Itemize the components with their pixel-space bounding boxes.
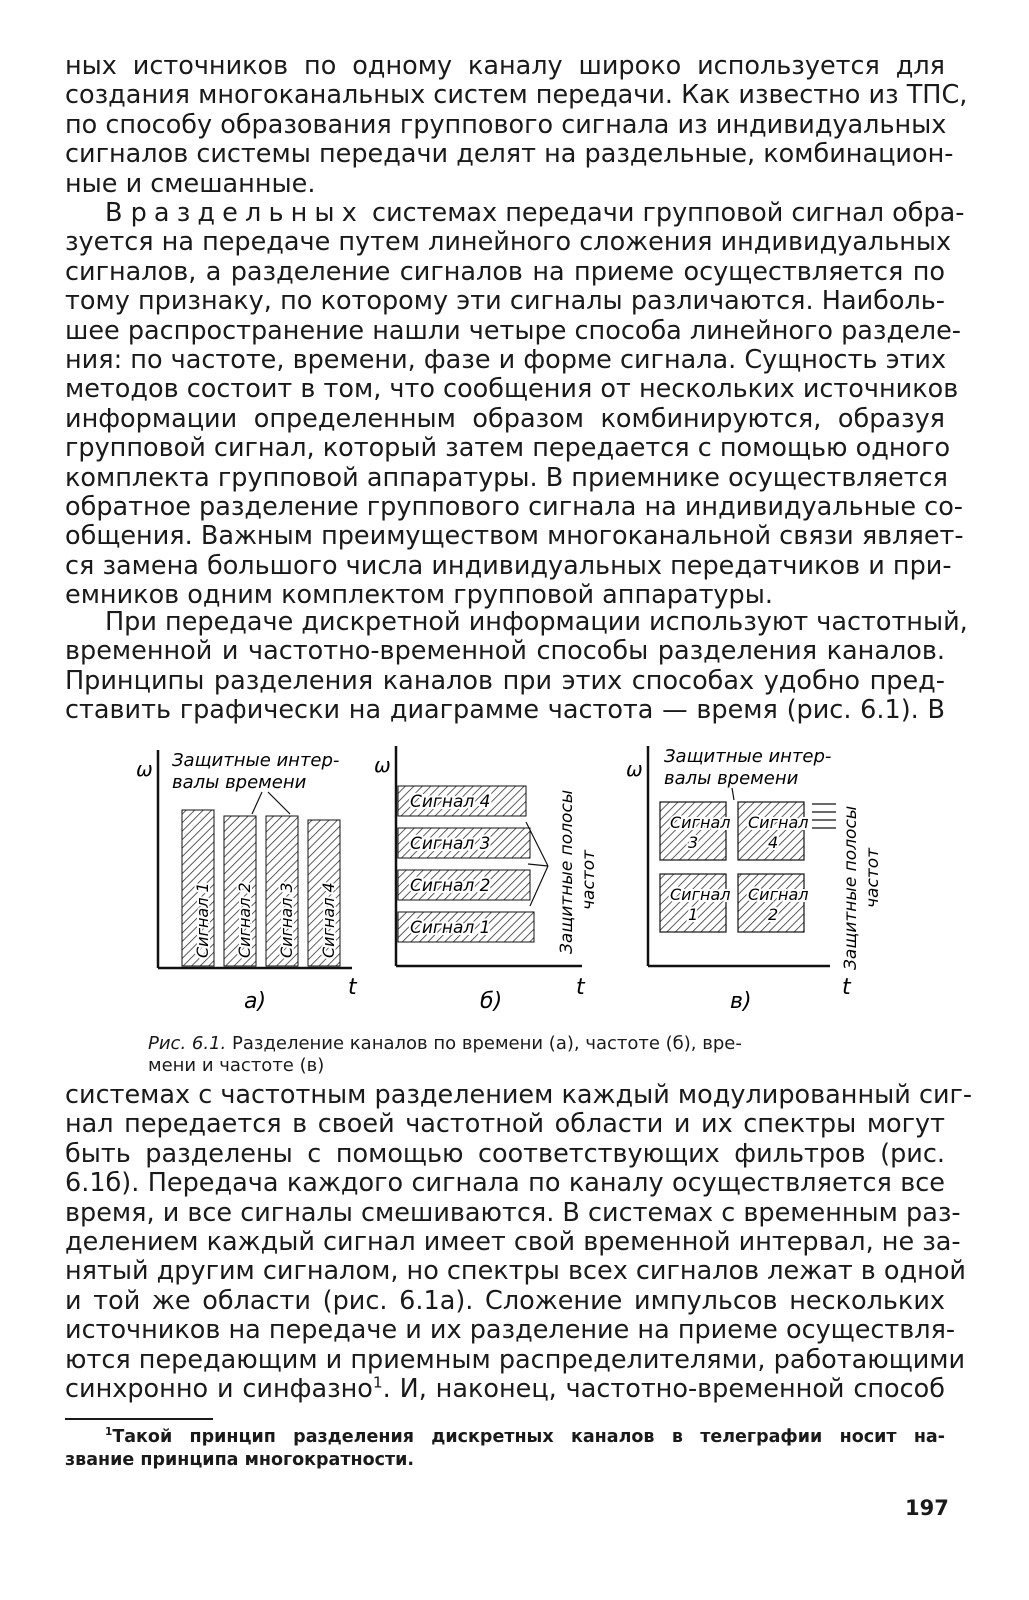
footnote [65,1426,945,1472]
text-line: 6.1б). Передача каждого сигнала по каналу осуществляется все [65,1168,945,1199]
paragraph-1 [65,51,968,199]
annotation-line: валы времени [664,768,799,789]
footnote-line [65,1426,945,1449]
text-line: ных источников по одному каналу широко используется для [65,51,945,81]
annotation-line: валы времени [172,772,307,793]
caption-text: Разделение каналов по времени (а), частоте (б), вре- [231,1033,742,1054]
signal-label: Сигнал 2 [410,876,491,896]
panel-label: в) [730,989,752,1014]
footnote-marker: 1 [105,1426,113,1439]
text-line: информации определенным образом комбинируются, образуя [65,403,945,434]
footnote-reference[interactable]: 1 [372,1373,383,1392]
paragraph-3 [65,607,968,726]
text-line: емников одним комплектом групповой аппаратуры. [65,580,773,611]
text-line: источников на передаче и их разделение на приеме осуществля- [65,1315,956,1346]
panel-a [136,750,358,1014]
signal-label: Сигнал 1 [193,882,212,958]
signal-label: Сигнал 3 [410,834,491,854]
text-line: ния: по частоте, времени, фазе и форме сигнала. Сущность этих [65,344,947,375]
text-line: ставить графически на диаграмме частота — время (рис. 6.1). В [65,695,945,726]
omega-axis-label: ω [626,757,643,781]
text-line: делением каждый сигнал имеет свой временной интервал, не за- [65,1226,961,1257]
text-line: ются передающим и приемным распределителями, работающими [65,1344,966,1375]
text-line: сигналов, а разделение сигналов на приеме осуществляется по [65,256,945,287]
cell-number: 4 [768,833,779,852]
text-fragment: В [105,198,123,228]
annotation-line: Защитные интер- [172,750,340,771]
caption-line [148,1033,888,1055]
cell-label: Сигнал [748,885,809,904]
text-line: по способу образования группового сигнала из индивидуальных [65,109,947,140]
annotation-pointer [528,864,548,866]
signal-label: Сигнал 1 [410,918,491,938]
omega-axis-label: ω [136,757,153,781]
panel-b [374,746,599,1014]
spaced-emphasis: раздельных [130,198,364,228]
text-line [65,198,965,228]
panel-c [626,746,883,1014]
signal-label: Сигнал 3 [277,882,296,958]
annotation-line: частот [863,847,883,908]
text-line: создания многоканальных систем передачи. Как известно из ТПС, [65,80,968,111]
paragraph-4 [65,1080,973,1404]
text-line: ся замена большого числа индивидуальных передатчиков и при- [65,550,952,581]
text-line: общения. Важным преимуществом многоканальной связи являет- [65,521,964,552]
text-line: групповой сигнал, который затем передается с помощью одного [65,433,951,464]
text-line: шее распространение нашли четыре способа линейного разделе- [65,315,961,346]
footnote-line: звание принципа многократности. [65,1450,415,1470]
cell-label: Сигнал [670,813,731,832]
signal-label: Сигнал 2 [235,882,254,958]
t-axis-label: t [348,975,357,1000]
annotation-pointer [252,792,262,814]
footnote-divider [65,1418,213,1420]
text-fragment: системах передачи групповой сигнал обра- [363,198,965,228]
text-fragment: Такой принцип разделения дискретных каналов в телеграфии носит на- [112,1427,945,1447]
omega-axis-label: ω [374,753,391,777]
paragraph-2 [65,198,965,611]
text-line: нал передается в своей частотной области и их спектры могут [65,1109,945,1140]
text-line: методов состоит в том, что сообщения от нескольких источников [65,374,959,405]
annotation-pointer [732,788,734,800]
text-line: обратное разделение группового сигнала на индивидуальные со- [65,491,964,522]
text-line: сигналов системы передачи делят на раздельные, комбинацион- [65,139,954,170]
panel-label: а) [244,989,267,1014]
cell-number: 1 [688,905,699,924]
annotation-pointer [268,792,290,814]
text-line: При передаче дискретной информации используют частотный, [105,607,968,637]
annotation-line: Защитные полосы [841,805,861,970]
cell-number: 2 [768,905,779,924]
annotation-line: частот [579,849,599,910]
text-line: и той же области (рис. 6.1а). Сложение импульсов нескольких [65,1285,945,1316]
figure-caption [148,1033,888,1077]
annotation-pointer [530,866,548,906]
signal-label: Сигнал 4 [410,792,491,812]
text-line: системах с частотным разделением каждый модулированный сиг- [65,1080,973,1110]
text-line: ные и смешанные. [65,168,316,199]
text-line: нятый другим сигналом, но спектры всех сигналов лежат в одной [65,1256,966,1287]
cell-label: Сигнал [670,885,731,904]
caption-label: Рис. 6.1. [148,1033,227,1054]
text-fragment: . И, наконец, частотно-временной способ [382,1373,945,1404]
text-line: комплекта групповой аппаратуры. В приемнике осуществляется [65,462,948,493]
text-line [65,1375,945,1404]
text-line: время, и все сигналы смешиваются. В системах с временным раз- [65,1197,961,1228]
panel-label: б) [480,989,503,1014]
text-line: временной и частотно-временной способы разделения каналов. [65,636,945,667]
figure-6-1 [120,740,920,1030]
cell-label: Сигнал [748,813,809,832]
t-axis-label: t [842,975,851,1000]
text-fragment: синхронно и синфазно [65,1373,373,1404]
t-axis-label: t [576,975,585,1000]
text-line: тому признаку, по которому эти сигналы различаются. Наиболь- [65,286,945,317]
signal-label: Сигнал 4 [319,882,338,958]
text-line: зуется на передаче путем линейного сложения индивидуальных [65,227,952,258]
cell-number: 3 [688,833,699,852]
annotation-line: Защитные полосы [557,789,577,954]
annotation-line: Защитные интер- [664,746,832,767]
text-line: быть разделены с помощью соответствующих фильтров (рис. [65,1138,945,1169]
page-number: 197 [905,1496,949,1520]
text-line: Принципы разделения каналов при этих способах удобно пред- [65,665,945,696]
caption-line: мени и частоте (в) [148,1055,325,1076]
